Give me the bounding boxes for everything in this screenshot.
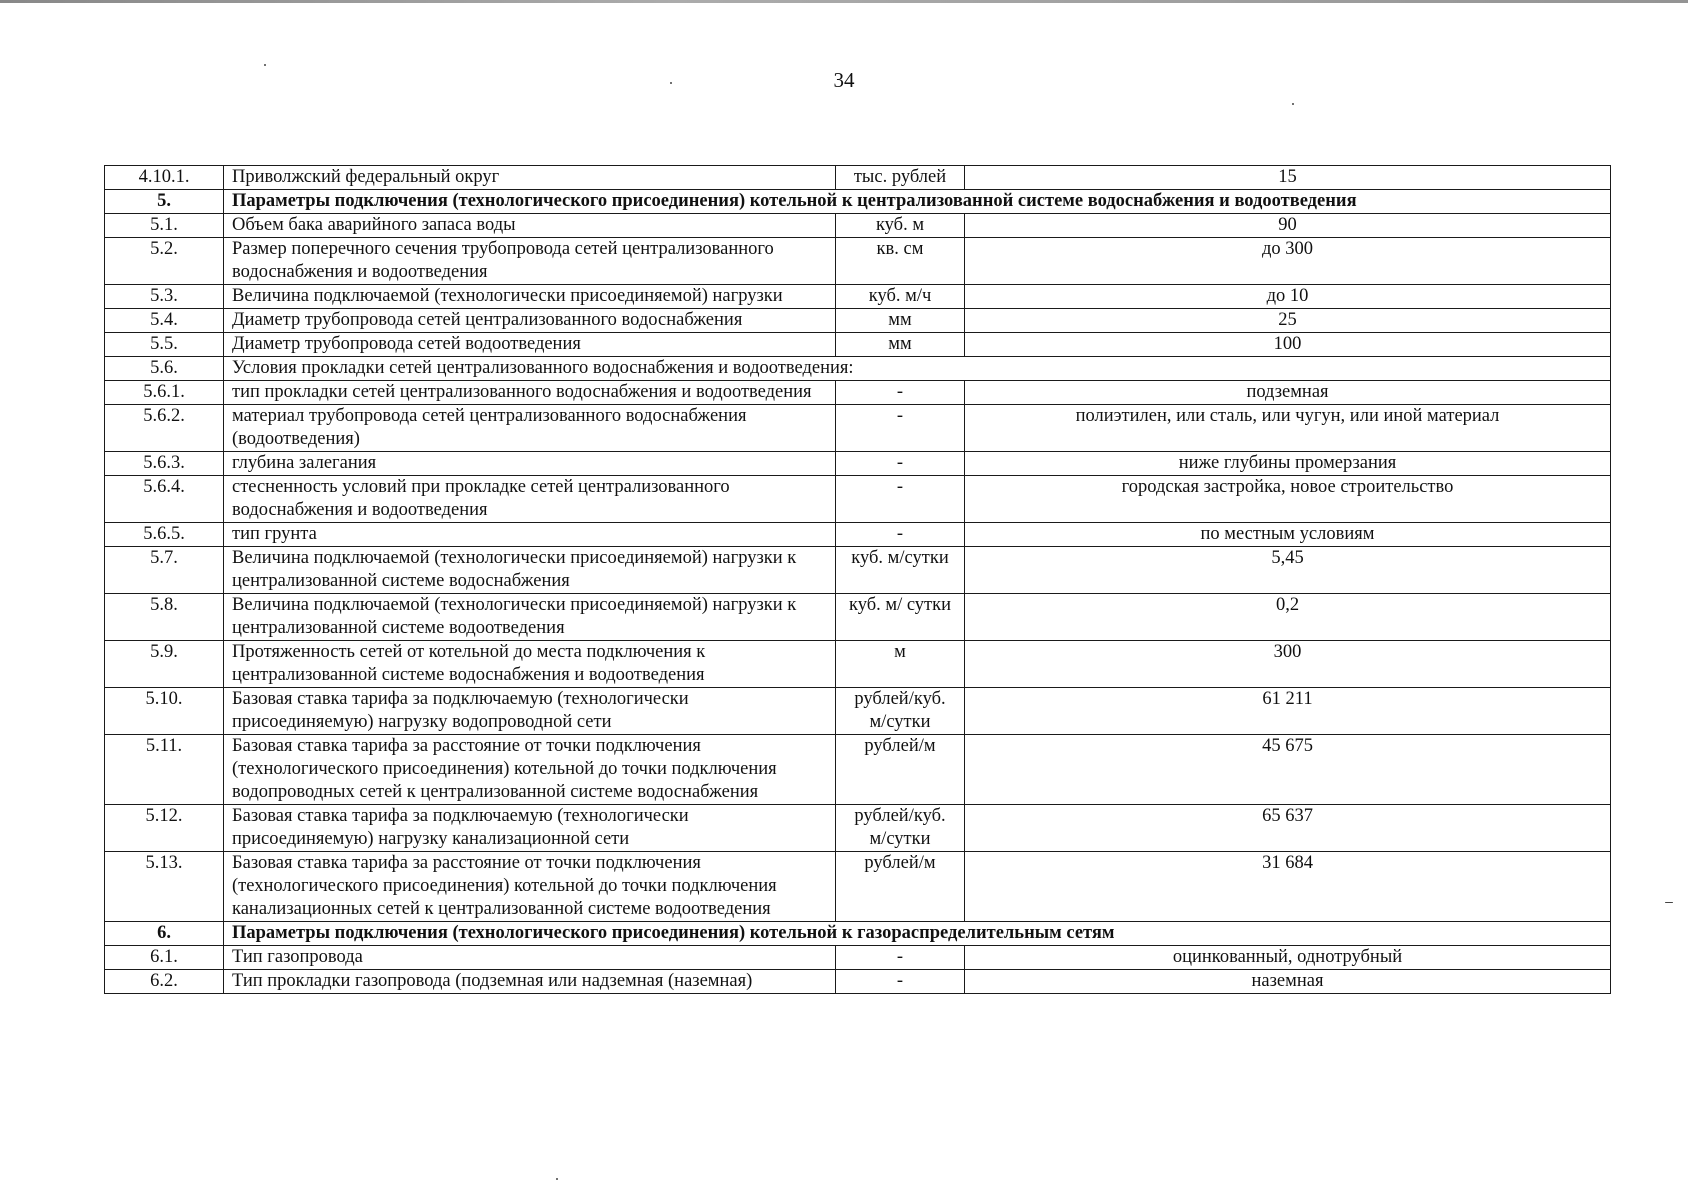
- table-row: [105, 166, 1611, 190]
- row-number: 5.6.5.: [105, 523, 224, 547]
- scan-speck: [670, 82, 672, 84]
- parameter-value: 15: [965, 166, 1611, 190]
- parameter-name: Базовая ставка тарифа за расстояние от точки подключения (технологического присоединения) котельной до точки подключения канализационных сетей к централизованной системе водоотведения: [224, 852, 836, 922]
- table-row: [105, 381, 1611, 405]
- unit-of-measure: куб. м: [836, 214, 965, 238]
- table-row: [105, 547, 1611, 594]
- unit-of-measure: куб. м/сутки: [836, 547, 965, 594]
- row-number: 5.10.: [105, 688, 224, 735]
- page-number: 34: [833, 68, 855, 92]
- table-row: [105, 476, 1611, 523]
- table-row: [105, 946, 1611, 970]
- unit-of-measure: -: [836, 970, 965, 994]
- parameter-name: Протяженность сетей от котельной до места подключения к централизованной системе водоснабжения и водоотведения: [224, 641, 836, 688]
- parameter-value: 100: [965, 333, 1611, 357]
- unit-of-measure: -: [836, 523, 965, 547]
- parameters-table: [104, 165, 1611, 994]
- scan-top-edge: [0, 0, 1688, 3]
- parameter-name: тип грунта: [224, 523, 836, 547]
- section-header-row: [105, 190, 1611, 214]
- parameter-name: Базовая ставка тарифа за подключаемую (технологически присоединяемую) нагрузку канализационной сети: [224, 805, 836, 852]
- unit-of-measure: куб. м/ сутки: [836, 594, 965, 641]
- parameter-value: 90: [965, 214, 1611, 238]
- parameter-name: Величина подключаемой (технологически присоединяемой) нагрузки к централизованной системе водоснабжения: [224, 547, 836, 594]
- parameter-value: подземная: [965, 381, 1611, 405]
- parameter-value: 45 675: [965, 735, 1611, 805]
- table-row: [105, 523, 1611, 547]
- table-row: [105, 333, 1611, 357]
- parameter-value: оцинкованный, однотрубный: [965, 946, 1611, 970]
- table-row: [105, 405, 1611, 452]
- row-number: 5.5.: [105, 333, 224, 357]
- scan-speck: [264, 64, 266, 66]
- parameter-value: ниже глубины промерзания: [965, 452, 1611, 476]
- table-row: [105, 309, 1611, 333]
- section-header-row: [105, 922, 1611, 946]
- parameter-value: полиэтилен, или сталь, или чугун, или иной материал: [965, 405, 1611, 452]
- table-row: [105, 688, 1611, 735]
- parameter-name: Величина подключаемой (технологически присоединяемой) нагрузки: [224, 285, 836, 309]
- parameter-value: 61 211: [965, 688, 1611, 735]
- row-number: 5.13.: [105, 852, 224, 922]
- row-number: 5.11.: [105, 735, 224, 805]
- parameter-value: 31 684: [965, 852, 1611, 922]
- parameter-value: по местным условиям: [965, 523, 1611, 547]
- table-row: [105, 594, 1611, 641]
- table-row: [105, 285, 1611, 309]
- parameter-name: материал трубопровода сетей централизованного водоснабжения (водоотведения): [224, 405, 836, 452]
- table-row: [105, 214, 1611, 238]
- table-row: [105, 852, 1611, 922]
- parameter-name: Диаметр трубопровода сетей водоотведения: [224, 333, 836, 357]
- parameter-name: Базовая ставка тарифа за подключаемую (технологически присоединяемую) нагрузку водопроводной сети: [224, 688, 836, 735]
- table-row: [105, 735, 1611, 805]
- parameter-name: Приволжский федеральный округ: [224, 166, 836, 190]
- unit-of-measure: кв. см: [836, 238, 965, 285]
- parameter-name: стесненность условий при прокладке сетей централизованного водоснабжения и водоотведения: [224, 476, 836, 523]
- parameter-value: 65 637: [965, 805, 1611, 852]
- parameter-name: глубина залегания: [224, 452, 836, 476]
- parameter-value: наземная: [965, 970, 1611, 994]
- row-number: 5.6.1.: [105, 381, 224, 405]
- unit-of-measure: -: [836, 381, 965, 405]
- unit-of-measure: -: [836, 476, 965, 523]
- parameter-name: Объем бака аварийного запаса воды: [224, 214, 836, 238]
- unit-of-measure: -: [836, 452, 965, 476]
- subsection-header-row: [105, 357, 1611, 381]
- parameter-value: до 10: [965, 285, 1611, 309]
- row-number: 5.2.: [105, 238, 224, 285]
- subsection-title: Условия прокладки сетей централизованного водоснабжения и водоотведения:: [224, 357, 1611, 381]
- row-number: 5.7.: [105, 547, 224, 594]
- table-row: [105, 452, 1611, 476]
- scan-speck: [1665, 902, 1673, 903]
- parameter-name: тип прокладки сетей централизованного водоснабжения и водоотведения: [224, 381, 836, 405]
- unit-of-measure: тыс. рублей: [836, 166, 965, 190]
- section-title: Параметры подключения (технологического присоединения) котельной к централизованной системе водоснабжения и водоотведения: [224, 190, 1611, 214]
- row-number: 5.9.: [105, 641, 224, 688]
- parameter-name: Диаметр трубопровода сетей централизованного водоснабжения: [224, 309, 836, 333]
- scan-speck: [556, 1178, 558, 1180]
- parameter-value: городская застройка, новое строительство: [965, 476, 1611, 523]
- parameter-name: Базовая ставка тарифа за расстояние от точки подключения (технологического присоединения) котельной до точки подключения водопроводных сетей к централизованной системе водоснабжения: [224, 735, 836, 805]
- parameter-name: Тип газопровода: [224, 946, 836, 970]
- unit-of-measure: рублей/м: [836, 852, 965, 922]
- unit-of-measure: м: [836, 641, 965, 688]
- table-row: [105, 641, 1611, 688]
- parameter-value: до 300: [965, 238, 1611, 285]
- parameter-name: Размер поперечного сечения трубопровода сетей централизованного водоснабжения и водоотведения: [224, 238, 836, 285]
- unit-of-measure: рублей/м: [836, 735, 965, 805]
- table-row: [105, 238, 1611, 285]
- parameter-name: Тип прокладки газопровода (подземная или надземная (наземная): [224, 970, 836, 994]
- row-number: 6.1.: [105, 946, 224, 970]
- row-number: 5.: [105, 190, 224, 214]
- unit-of-measure: рублей/куб. м/сутки: [836, 805, 965, 852]
- row-number: 5.6.3.: [105, 452, 224, 476]
- row-number: 6.: [105, 922, 224, 946]
- table-body: [105, 166, 1611, 994]
- parameter-value: 300: [965, 641, 1611, 688]
- row-number: 5.6.2.: [105, 405, 224, 452]
- table-row: [105, 805, 1611, 852]
- unit-of-measure: мм: [836, 309, 965, 333]
- row-number: 4.10.1.: [105, 166, 224, 190]
- row-number: 5.4.: [105, 309, 224, 333]
- parameter-value: 5,45: [965, 547, 1611, 594]
- unit-of-measure: -: [836, 405, 965, 452]
- row-number: 5.8.: [105, 594, 224, 641]
- row-number: 5.12.: [105, 805, 224, 852]
- row-number: 5.1.: [105, 214, 224, 238]
- table-row: [105, 970, 1611, 994]
- row-number: 5.6.: [105, 357, 224, 381]
- parameter-value: 0,2: [965, 594, 1611, 641]
- row-number: 5.3.: [105, 285, 224, 309]
- row-number: 5.6.4.: [105, 476, 224, 523]
- unit-of-measure: рублей/куб. м/сутки: [836, 688, 965, 735]
- scan-speck: [1292, 103, 1294, 105]
- unit-of-measure: куб. м/ч: [836, 285, 965, 309]
- unit-of-measure: -: [836, 946, 965, 970]
- parameter-name: Величина подключаемой (технологически присоединяемой) нагрузки к централизованной системе водоотведения: [224, 594, 836, 641]
- row-number: 6.2.: [105, 970, 224, 994]
- unit-of-measure: мм: [836, 333, 965, 357]
- section-title: Параметры подключения (технологического присоединения) котельной к газораспределительным сетям: [224, 922, 1611, 946]
- parameter-value: 25: [965, 309, 1611, 333]
